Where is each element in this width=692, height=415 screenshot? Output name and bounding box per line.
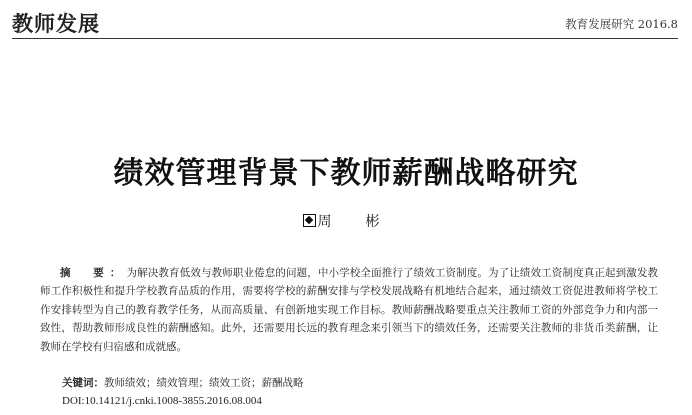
journal-issue: 教育发展研究 2016.8	[565, 17, 678, 31]
abstract	[40, 264, 658, 356]
abstract-label: 摘 要：	[60, 267, 127, 279]
author-name: 周 彬	[317, 214, 390, 230]
doi[interactable]: DOI:10.14121/j.cnki.1008-3855.2016.08.004	[62, 395, 262, 407]
abstract-text: 为解决教育低效与教师职业倦怠的问题，中小学校全面推行了绩效工资制度。为了让绩效工资制度真正起到激发教师工作积极性和提升学校教育品质的作用，需要将学校的薪酬安排与学校发展战略有机地结合起来，通过绩效工资促进教师将学校工作安排转型为自己的教育教学任务，从而高质量、有创新地实现工作目标。教师薪酬战略要重点关注教师工资的外部竞争力和内部一致性，帮助教师形成良性的薪酬感知。此外，还需要用长远的教育理念来引领当下的绩效任务，还需要关注教师的非货币类薪酬，让教师在学校有归宿感和成就感。	[40, 267, 659, 353]
keywords	[62, 375, 304, 390]
section-title: 教师发展	[12, 11, 100, 36]
keywords-label: 关键词：	[62, 377, 104, 389]
keywords-text: 教师绩效；绩效管理；绩效工资；薪酬战略	[104, 377, 304, 389]
header-rule	[12, 38, 678, 39]
author-marker-icon	[303, 214, 316, 227]
page-header	[12, 8, 678, 38]
paper-title: 绩效管理背景下教师薪酬战略研究	[113, 156, 579, 191]
author-line	[0, 211, 692, 231]
